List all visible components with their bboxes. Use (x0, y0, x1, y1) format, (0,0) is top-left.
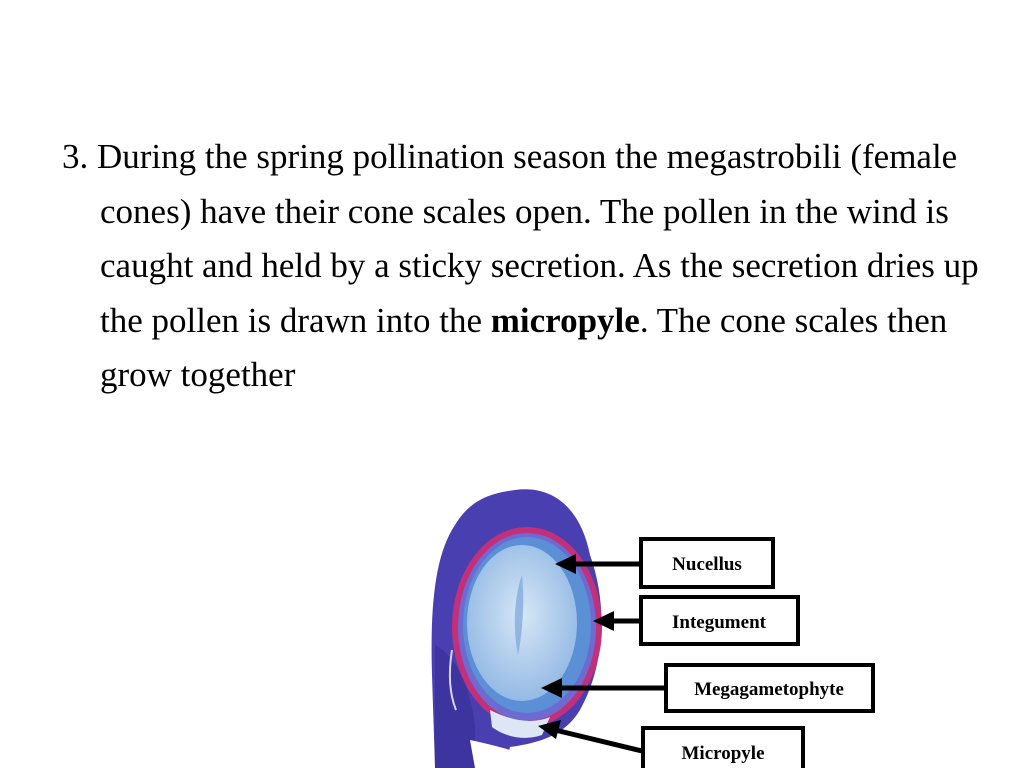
callout-nucellus (641, 539, 773, 587)
micropyle-term: micropyle (490, 300, 640, 340)
nucellus-label: Nucellus (672, 554, 742, 575)
micropyle-label: Micropyle (681, 743, 765, 764)
callout-micropyle (643, 728, 803, 768)
ovule-diagram (430, 485, 875, 768)
callout-megagametophyte (666, 665, 873, 711)
micropyle-arrow (555, 730, 642, 751)
integument-label: Integument (672, 612, 766, 633)
paragraph-text-after: . The cone scales then grow together (100, 300, 948, 394)
ovule-micrograph (432, 489, 602, 768)
paragraph-text-before: 3. During the spring pollination season the megastrobili (female cones) have their cone scales open. The pollen in the wind is caught and held by a sticky secretion. As the secretion dries up the pollen is drawn into the (62, 137, 979, 340)
body-paragraph (62, 130, 980, 403)
callout-integument (641, 597, 798, 644)
megagametophyte-label: Megagametophyte (694, 679, 844, 700)
